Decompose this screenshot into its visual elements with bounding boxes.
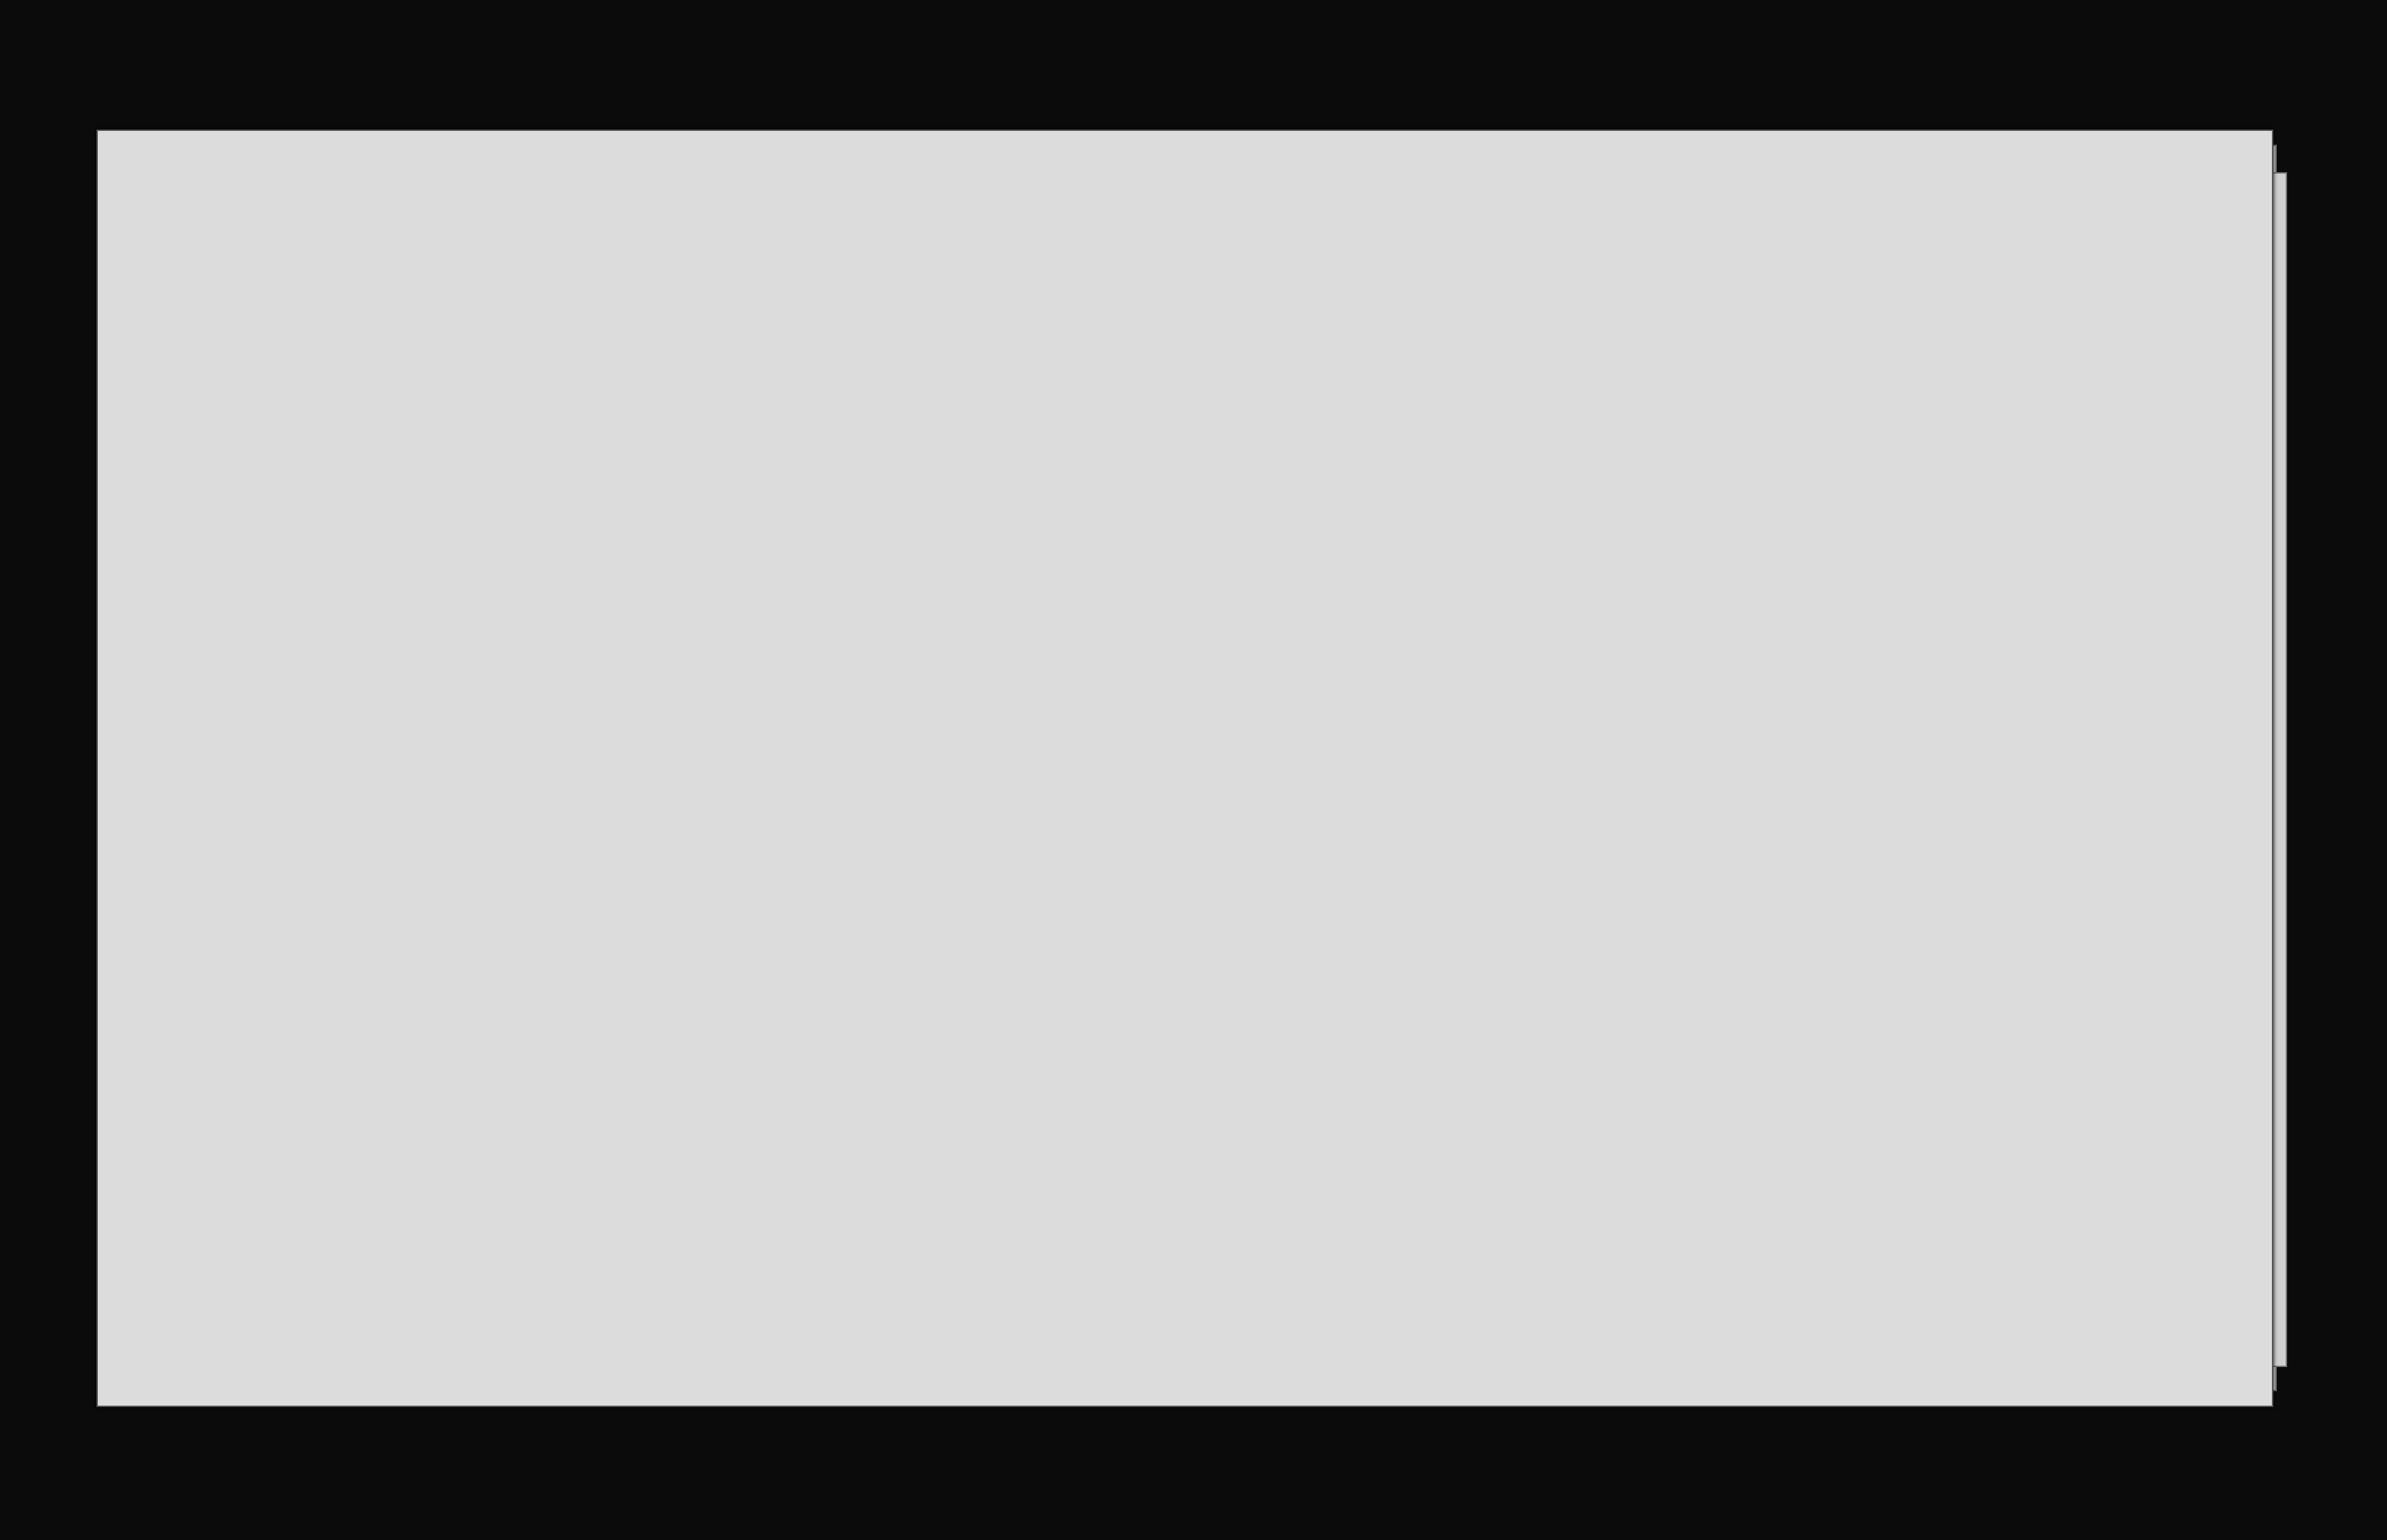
census-card [96, 130, 2273, 1407]
lease-section [98, 944, 2272, 1406]
sown-area-section [98, 131, 2272, 475]
private-estate-section [98, 475, 2272, 944]
